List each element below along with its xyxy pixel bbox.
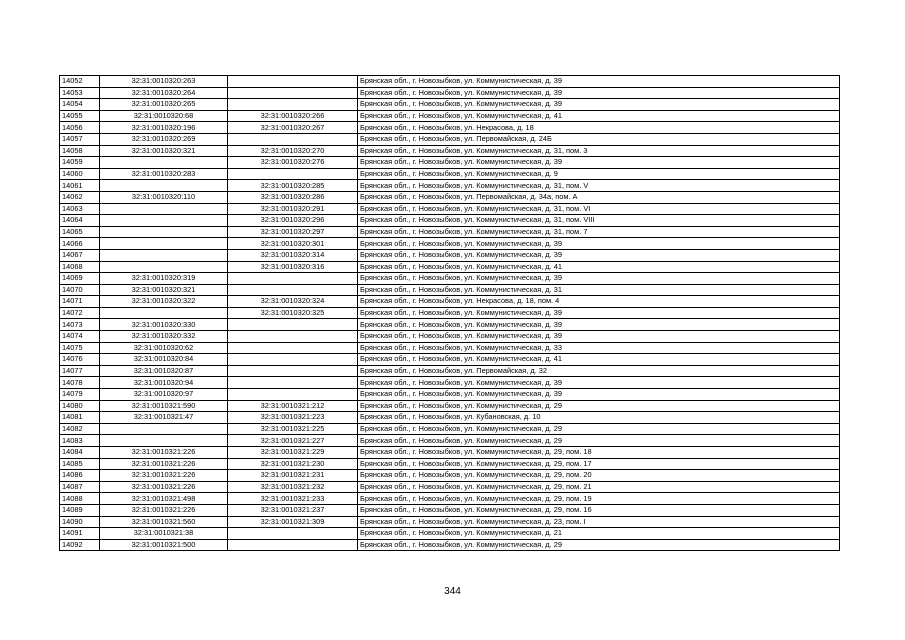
address-cell: Брянская обл., г. Новозыбков, ул. Коммунистическая, д. 31 — [358, 284, 840, 296]
table-row — [60, 470, 840, 482]
row-number-cell: 14063 — [60, 203, 100, 215]
address-cell: Брянская обл., г. Новозыбков, ул. Коммунистическая, д. 39 — [358, 307, 840, 319]
cadastral-number-2-cell: 32:31:0010320:324 — [228, 296, 358, 308]
cadastral-number-2-cell — [228, 389, 358, 401]
row-number-cell: 14075 — [60, 342, 100, 354]
cadastral-number-2-cell: 32:31:0010321:309 — [228, 516, 358, 528]
cadastral-number-1-cell: 32:31:0010320:263 — [100, 76, 228, 88]
row-number-cell: 14082 — [60, 423, 100, 435]
cadastral-number-1-cell: 32:31:0010320:319 — [100, 273, 228, 285]
cadastral-number-1-cell: 32:31:0010320:87 — [100, 365, 228, 377]
cadastral-number-2-cell: 32:31:0010320:286 — [228, 191, 358, 203]
cadastral-number-1-cell — [100, 423, 228, 435]
cadastral-number-2-cell: 32:31:0010320:316 — [228, 261, 358, 273]
address-cell: Брянская обл., г. Новозыбков, ул. Коммунистическая, д. 31, пом. 3 — [358, 145, 840, 157]
table-row — [60, 238, 840, 250]
address-cell: Брянская обл., г. Новозыбков, ул. Коммунистическая, д. 29 — [358, 435, 840, 447]
cadastral-number-1-cell: 32:31:0010320:283 — [100, 168, 228, 180]
table-row — [60, 481, 840, 493]
cadastral-number-1-cell: 32:31:0010320:196 — [100, 122, 228, 134]
address-cell: Брянская обл., г. Новозыбков, ул. Коммунистическая, д. 29, пом. 17 — [358, 458, 840, 470]
row-number-cell: 14073 — [60, 319, 100, 331]
table-row — [60, 493, 840, 505]
cadastral-number-2-cell: 32:31:0010320:291 — [228, 203, 358, 215]
address-cell: Брянская обл., г. Новозыбков, ул. Коммунистическая, д. 29 — [358, 423, 840, 435]
cadastral-number-2-cell: 32:31:0010320:297 — [228, 226, 358, 238]
cadastral-number-2-cell: 32:31:0010320:270 — [228, 145, 358, 157]
address-cell: Брянская обл., г. Новозыбков, ул. Коммунистическая, д. 29, пом. 20 — [358, 470, 840, 482]
row-number-cell: 14071 — [60, 296, 100, 308]
address-cell: Брянская обл., г. Новозыбков, ул. Коммунистическая, д. 39 — [358, 331, 840, 343]
table-row — [60, 423, 840, 435]
row-number-cell: 14085 — [60, 458, 100, 470]
cadastral-number-1-cell: 32:31:0010321:498 — [100, 493, 228, 505]
cadastral-number-1-cell: 32:31:0010321:226 — [100, 470, 228, 482]
cadastral-number-2-cell: 32:31:0010320:301 — [228, 238, 358, 250]
table-row — [60, 76, 840, 88]
cadastral-number-2-cell — [228, 377, 358, 389]
cadastral-number-1-cell: 32:31:0010321:38 — [100, 528, 228, 540]
cadastral-number-1-cell: 32:31:0010320:332 — [100, 331, 228, 343]
cadastral-number-1-cell: 32:31:0010320:110 — [100, 191, 228, 203]
table-row — [60, 516, 840, 528]
address-cell: Брянская обл., г. Новозыбков, ул. Коммунистическая, д. 39 — [358, 238, 840, 250]
row-number-cell: 14092 — [60, 539, 100, 551]
cadastral-number-2-cell: 32:31:0010321:227 — [228, 435, 358, 447]
row-number-cell: 14056 — [60, 122, 100, 134]
address-cell: Брянская обл., г. Новозыбков, ул. Коммунистическая, д. 41 — [358, 354, 840, 366]
table-row — [60, 307, 840, 319]
cadastral-number-1-cell: 32:31:0010320:68 — [100, 110, 228, 122]
table-row — [60, 168, 840, 180]
table-row — [60, 319, 840, 331]
cadastral-number-2-cell: 32:31:0010321:237 — [228, 504, 358, 516]
table-row — [60, 215, 840, 227]
row-number-cell: 14064 — [60, 215, 100, 227]
cadastral-number-1-cell — [100, 261, 228, 273]
address-cell: Брянская обл., г. Новозыбков, ул. Коммунистическая, д. 29, пом. 18 — [358, 447, 840, 459]
table-row — [60, 389, 840, 401]
cadastral-number-1-cell: 32:31:0010320:321 — [100, 284, 228, 296]
address-cell: Брянская обл., г. Новозыбков, ул. Коммунистическая, д. 41 — [358, 261, 840, 273]
address-cell: Брянская обл., г. Новозыбков, ул. Некрасова, д. 18, пом. 4 — [358, 296, 840, 308]
cadastral-number-2-cell: 32:31:0010321:223 — [228, 412, 358, 424]
row-number-cell: 14086 — [60, 470, 100, 482]
cadastral-number-1-cell — [100, 307, 228, 319]
cadastral-number-1-cell: 32:31:0010321:47 — [100, 412, 228, 424]
cadastral-number-1-cell: 32:31:0010321:500 — [100, 539, 228, 551]
address-cell: Брянская обл., г. Новозыбков, ул. Коммунистическая, д. 29 — [358, 400, 840, 412]
cadastral-number-2-cell: 32:31:0010321:229 — [228, 447, 358, 459]
table-row — [60, 261, 840, 273]
cadastral-number-2-cell: 32:31:0010321:230 — [228, 458, 358, 470]
table-row — [60, 377, 840, 389]
table-row — [60, 99, 840, 111]
row-number-cell: 14089 — [60, 504, 100, 516]
row-number-cell: 14090 — [60, 516, 100, 528]
address-cell: Брянская обл., г. Новозыбков, ул. Коммунистическая, д. 29 — [358, 539, 840, 551]
row-number-cell: 14083 — [60, 435, 100, 447]
cadastral-number-2-cell: 32:31:0010320:266 — [228, 110, 358, 122]
address-cell: Брянская обл., г. Новозыбков, ул. Коммунистическая, д. 31, пом. 7 — [358, 226, 840, 238]
table-row — [60, 87, 840, 99]
row-number-cell: 14084 — [60, 447, 100, 459]
address-cell: Брянская обл., г. Новозыбков, ул. Коммунистическая, д. 39 — [358, 87, 840, 99]
address-cell: Брянская обл., г. Новозыбков, ул. Коммунистическая, д. 41 — [358, 110, 840, 122]
address-cell: Брянская обл., г. Новозыбков, ул. Коммунистическая, д. 39 — [358, 319, 840, 331]
address-cell: Брянская обл., г. Новозыбков, ул. Коммунистическая, д. 39 — [358, 273, 840, 285]
cadastral-number-1-cell — [100, 215, 228, 227]
cadastral-number-1-cell: 32:31:0010320:62 — [100, 342, 228, 354]
address-cell: Брянская обл., г. Новозыбков, ул. Коммунистическая, д. 39 — [358, 99, 840, 111]
table-row — [60, 447, 840, 459]
table-row — [60, 133, 840, 145]
table-row — [60, 110, 840, 122]
table-row — [60, 284, 840, 296]
address-cell: Брянская обл., г. Новозыбков, ул. Коммунистическая, д. 21 — [358, 528, 840, 540]
cadastral-number-1-cell: 32:31:0010320:269 — [100, 133, 228, 145]
table-row — [60, 342, 840, 354]
row-number-cell: 14069 — [60, 273, 100, 285]
cadastral-number-2-cell — [228, 284, 358, 296]
cadastral-number-1-cell: 32:31:0010320:264 — [100, 87, 228, 99]
row-number-cell: 14088 — [60, 493, 100, 505]
address-cell: Брянская обл., г. Новозыбков, ул. Коммунистическая, д. 23, пом. I — [358, 516, 840, 528]
cadastral-number-1-cell: 32:31:0010321:226 — [100, 447, 228, 459]
cadastral-number-1-cell: 32:31:0010320:265 — [100, 99, 228, 111]
address-cell: Брянская обл., г. Новозыбков, ул. Коммунистическая, д. 29, пом. 16 — [358, 504, 840, 516]
table-row — [60, 435, 840, 447]
row-number-cell: 14081 — [60, 412, 100, 424]
row-number-cell: 14059 — [60, 157, 100, 169]
row-number-cell: 14067 — [60, 249, 100, 261]
table-row — [60, 296, 840, 308]
cadastral-number-2-cell — [228, 331, 358, 343]
table-row — [60, 412, 840, 424]
cadastral-number-2-cell: 32:31:0010321:232 — [228, 481, 358, 493]
row-number-cell: 14062 — [60, 191, 100, 203]
address-cell: Брянская обл., г. Новозыбков, ул. Коммунистическая, д. 39 — [358, 377, 840, 389]
address-cell: Брянская обл., г. Новозыбков, ул. Коммунистическая, д. 39 — [358, 389, 840, 401]
cadastral-number-2-cell — [228, 539, 358, 551]
cadastral-number-1-cell — [100, 203, 228, 215]
cadastral-number-2-cell — [228, 319, 358, 331]
row-number-cell: 14078 — [60, 377, 100, 389]
cadastral-number-2-cell — [228, 365, 358, 377]
cadastral-number-2-cell — [228, 342, 358, 354]
table-row — [60, 273, 840, 285]
cadastral-table — [59, 75, 840, 551]
row-number-cell: 14052 — [60, 76, 100, 88]
address-cell: Брянская обл., г. Новозыбков, ул. Коммунистическая, д. 29, пом. 19 — [358, 493, 840, 505]
cadastral-number-2-cell — [228, 168, 358, 180]
cadastral-number-1-cell: 32:31:0010321:590 — [100, 400, 228, 412]
cadastral-number-2-cell: 32:31:0010321:212 — [228, 400, 358, 412]
address-cell: Брянская обл., г. Новозыбков, ул. Коммунистическая, д. 29, пом. 21 — [358, 481, 840, 493]
cadastral-number-2-cell — [228, 99, 358, 111]
row-number-cell: 14061 — [60, 180, 100, 192]
table-row — [60, 528, 840, 540]
table-row — [60, 249, 840, 261]
table-row — [60, 191, 840, 203]
cadastral-number-2-cell — [228, 133, 358, 145]
table-row — [60, 122, 840, 134]
table-body — [60, 76, 840, 551]
row-number-cell: 14091 — [60, 528, 100, 540]
row-number-cell: 14060 — [60, 168, 100, 180]
cadastral-number-1-cell — [100, 226, 228, 238]
row-number-cell: 14057 — [60, 133, 100, 145]
address-cell: Брянская обл., г. Новозыбков, ул. Коммунистическая, д. 31, пом. VIII — [358, 215, 840, 227]
row-number-cell: 14074 — [60, 331, 100, 343]
cadastral-number-1-cell: 32:31:0010320:84 — [100, 354, 228, 366]
address-cell: Брянская обл., г. Новозыбков, ул. Первомайская, д. 34а, пом. А — [358, 191, 840, 203]
table-row — [60, 504, 840, 516]
address-cell: Брянская обл., г. Новозыбков, ул. Коммунистическая, д. 31, пом. VI — [358, 203, 840, 215]
table-row — [60, 354, 840, 366]
table-row — [60, 331, 840, 343]
row-number-cell: 14079 — [60, 389, 100, 401]
cadastral-number-2-cell: 32:31:0010321:231 — [228, 470, 358, 482]
cadastral-number-1-cell: 32:31:0010320:97 — [100, 389, 228, 401]
cadastral-number-1-cell — [100, 435, 228, 447]
table-row — [60, 203, 840, 215]
cadastral-number-1-cell — [100, 180, 228, 192]
table-row — [60, 180, 840, 192]
cadastral-number-1-cell: 32:31:0010320:321 — [100, 145, 228, 157]
address-cell: Брянская обл., г. Новозыбков, ул. Коммунистическая, д. 33 — [358, 342, 840, 354]
address-cell: Брянская обл., г. Новозыбков, ул. Кубановская, д. 10 — [358, 412, 840, 424]
address-cell: Брянская обл., г. Новозыбков, ул. Первомайская, д. 32 — [358, 365, 840, 377]
cadastral-number-2-cell: 32:31:0010321:225 — [228, 423, 358, 435]
table-row — [60, 539, 840, 551]
cadastral-number-1-cell: 32:31:0010320:94 — [100, 377, 228, 389]
address-cell: Брянская обл., г. Новозыбков, ул. Коммунистическая, д. 31, пом. V — [358, 180, 840, 192]
cadastral-number-2-cell: 32:31:0010321:233 — [228, 493, 358, 505]
table-row — [60, 157, 840, 169]
address-cell: Брянская обл., г. Новозыбков, ул. Первомайская, д. 24Б — [358, 133, 840, 145]
address-cell: Брянская обл., г. Новозыбков, ул. Некрасова, д. 18 — [358, 122, 840, 134]
cadastral-number-2-cell — [228, 87, 358, 99]
address-cell: Брянская обл., г. Новозыбков, ул. Коммунистическая, д. 39 — [358, 249, 840, 261]
row-number-cell: 14055 — [60, 110, 100, 122]
cadastral-number-2-cell: 32:31:0010320:314 — [228, 249, 358, 261]
row-number-cell: 14070 — [60, 284, 100, 296]
table-row — [60, 226, 840, 238]
row-number-cell: 14065 — [60, 226, 100, 238]
cadastral-number-2-cell: 32:31:0010320:296 — [228, 215, 358, 227]
cadastral-number-2-cell: 32:31:0010320:276 — [228, 157, 358, 169]
cadastral-number-1-cell: 32:31:0010321:226 — [100, 504, 228, 516]
cadastral-number-1-cell: 32:31:0010321:226 — [100, 481, 228, 493]
row-number-cell: 14076 — [60, 354, 100, 366]
row-number-cell: 14058 — [60, 145, 100, 157]
cadastral-number-1-cell — [100, 157, 228, 169]
cadastral-number-1-cell — [100, 249, 228, 261]
cadastral-number-1-cell: 32:31:0010320:322 — [100, 296, 228, 308]
address-cell: Брянская обл., г. Новозыбков, ул. Коммунистическая, д. 39 — [358, 76, 840, 88]
row-number-cell: 14066 — [60, 238, 100, 250]
cadastral-number-1-cell: 32:31:0010321:560 — [100, 516, 228, 528]
page-number: 344 — [444, 586, 461, 597]
cadastral-number-2-cell — [228, 273, 358, 285]
cadastral-number-2-cell: 32:31:0010320:325 — [228, 307, 358, 319]
cadastral-number-2-cell: 32:31:0010320:285 — [228, 180, 358, 192]
row-number-cell: 14053 — [60, 87, 100, 99]
table-row — [60, 400, 840, 412]
cadastral-number-2-cell — [228, 76, 358, 88]
cadastral-number-2-cell: 32:31:0010320:267 — [228, 122, 358, 134]
cadastral-number-2-cell — [228, 528, 358, 540]
address-cell: Брянская обл., г. Новозыбков, ул. Коммунистическая, д. 9 — [358, 168, 840, 180]
row-number-cell: 14087 — [60, 481, 100, 493]
row-number-cell: 14072 — [60, 307, 100, 319]
row-number-cell: 14054 — [60, 99, 100, 111]
row-number-cell: 14080 — [60, 400, 100, 412]
cadastral-number-1-cell: 32:31:0010321:226 — [100, 458, 228, 470]
row-number-cell: 14068 — [60, 261, 100, 273]
cadastral-number-1-cell: 32:31:0010320:330 — [100, 319, 228, 331]
cadastral-number-1-cell — [100, 238, 228, 250]
address-cell: Брянская обл., г. Новозыбков, ул. Коммунистическая, д. 39 — [358, 157, 840, 169]
table-row — [60, 145, 840, 157]
table-row — [60, 365, 840, 377]
cadastral-number-2-cell — [228, 354, 358, 366]
row-number-cell: 14077 — [60, 365, 100, 377]
table-row — [60, 458, 840, 470]
